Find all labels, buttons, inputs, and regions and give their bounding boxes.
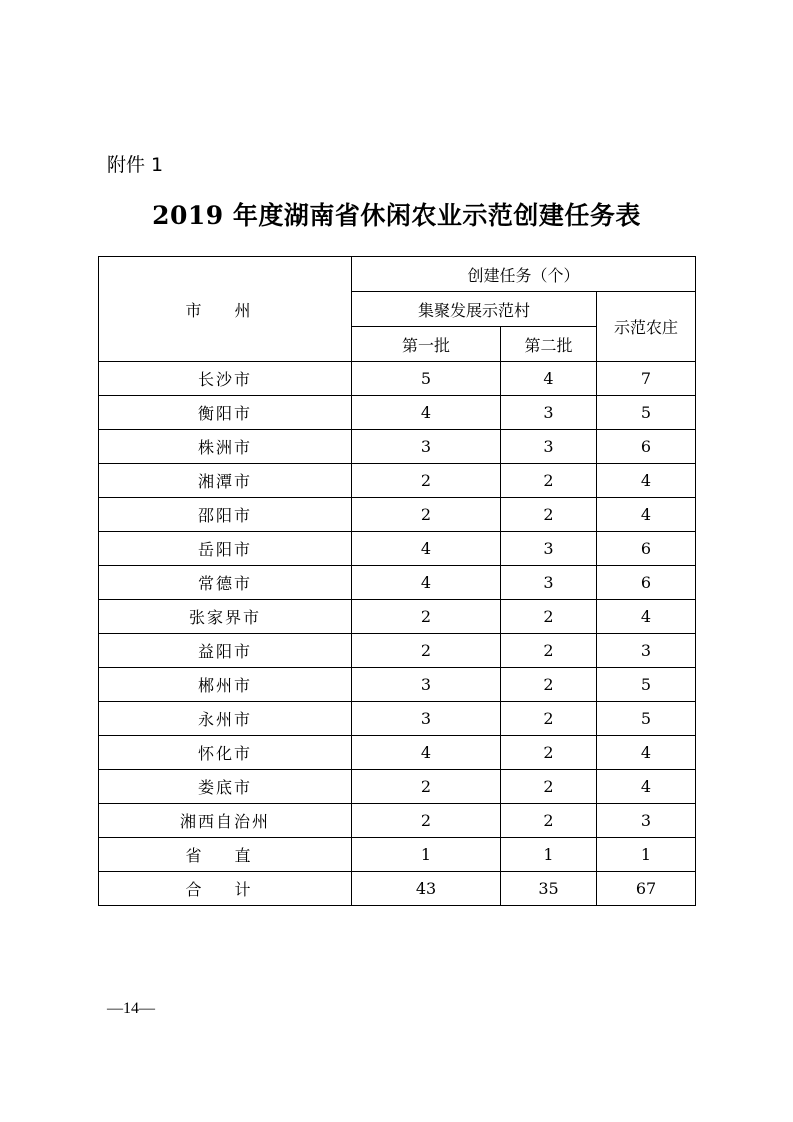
farm-cell: 6: [597, 532, 696, 566]
city-cell: 湘潭市: [99, 464, 352, 498]
batch1-cell: 5: [352, 362, 501, 396]
header-village-group: 集聚发展示范村: [352, 292, 597, 327]
batch2-cell: 2: [501, 634, 597, 668]
farm-cell: 5: [597, 396, 696, 430]
table-row: [99, 804, 696, 838]
table-row: [99, 396, 696, 430]
table-row: [99, 600, 696, 634]
city-cell: 永州市: [99, 702, 352, 736]
batch1-cell: 2: [352, 600, 501, 634]
table-row: [99, 430, 696, 464]
table-row: [99, 736, 696, 770]
farm-cell: 5: [597, 702, 696, 736]
batch2-cell: 3: [501, 532, 597, 566]
page-number: —14—: [107, 1000, 155, 1017]
header-task-group: 创建任务（个）: [352, 257, 696, 292]
city-cell: 娄底市: [99, 770, 352, 804]
batch1-cell: 4: [352, 566, 501, 600]
table-row: [99, 464, 696, 498]
farm-cell: 3: [597, 634, 696, 668]
city-cell: 郴州市: [99, 668, 352, 702]
header-farm: 示范农庄: [597, 292, 696, 362]
header-batch1: 第一批: [352, 327, 501, 362]
batch1-cell: 1: [352, 838, 501, 872]
batch2-cell: 2: [501, 702, 597, 736]
city-cell: 株洲市: [99, 430, 352, 464]
batch2-cell: 2: [501, 804, 597, 838]
batch1-cell: 4: [352, 736, 501, 770]
table-row: [99, 362, 696, 396]
batch1-cell: 2: [352, 804, 501, 838]
city-cell: 衡阳市: [99, 396, 352, 430]
table-row: [99, 702, 696, 736]
batch1-cell: 4: [352, 532, 501, 566]
task-table: [98, 256, 696, 906]
farm-cell: 6: [597, 566, 696, 600]
batch2-cell: 2: [501, 770, 597, 804]
batch1-cell: 3: [352, 702, 501, 736]
header-row-1: [99, 257, 696, 292]
batch2-cell: 2: [501, 464, 597, 498]
table-row: [99, 838, 696, 872]
table-row: [99, 634, 696, 668]
farm-cell: 4: [597, 464, 696, 498]
city-cell: 岳阳市: [99, 532, 352, 566]
city-cell: 合 计: [99, 872, 352, 906]
city-cell: 省 直: [99, 838, 352, 872]
batch1-cell: 3: [352, 668, 501, 702]
batch2-cell: 1: [501, 838, 597, 872]
city-cell: 湘西自治州: [99, 804, 352, 838]
farm-cell: 6: [597, 430, 696, 464]
table-row: [99, 532, 696, 566]
batch2-cell: 3: [501, 566, 597, 600]
table-row: [99, 566, 696, 600]
batch2-cell: 2: [501, 600, 597, 634]
batch1-cell: 2: [352, 634, 501, 668]
table-row: [99, 498, 696, 532]
city-cell: 邵阳市: [99, 498, 352, 532]
batch1-cell: 3: [352, 430, 501, 464]
document-title: 2019 年度湖南省休闲农业示范创建任务表: [152, 201, 641, 230]
farm-cell: 4: [597, 498, 696, 532]
batch1-cell: 4: [352, 396, 501, 430]
farm-cell: 4: [597, 770, 696, 804]
batch1-cell: 2: [352, 464, 501, 498]
batch2-cell: 2: [501, 498, 597, 532]
batch2-cell: 35: [501, 872, 597, 906]
farm-cell: 67: [597, 872, 696, 906]
batch2-cell: 3: [501, 430, 597, 464]
batch2-cell: 4: [501, 362, 597, 396]
attachment-label: 附件 1: [107, 154, 164, 176]
batch1-cell: 2: [352, 498, 501, 532]
farm-cell: 5: [597, 668, 696, 702]
farm-cell: 1: [597, 838, 696, 872]
city-cell: 常德市: [99, 566, 352, 600]
batch1-cell: 43: [352, 872, 501, 906]
table-row: [99, 668, 696, 702]
farm-cell: 7: [597, 362, 696, 396]
city-cell: 怀化市: [99, 736, 352, 770]
city-cell: 益阳市: [99, 634, 352, 668]
header-region: 市 州: [99, 257, 352, 362]
batch2-cell: 3: [501, 396, 597, 430]
farm-cell: 4: [597, 736, 696, 770]
header-batch2: 第二批: [501, 327, 597, 362]
farm-cell: 3: [597, 804, 696, 838]
batch2-cell: 2: [501, 668, 597, 702]
city-cell: 张家界市: [99, 600, 352, 634]
batch2-cell: 2: [501, 736, 597, 770]
table-row: [99, 770, 696, 804]
table-row: [99, 872, 696, 906]
farm-cell: 4: [597, 600, 696, 634]
batch1-cell: 2: [352, 770, 501, 804]
city-cell: 长沙市: [99, 362, 352, 396]
